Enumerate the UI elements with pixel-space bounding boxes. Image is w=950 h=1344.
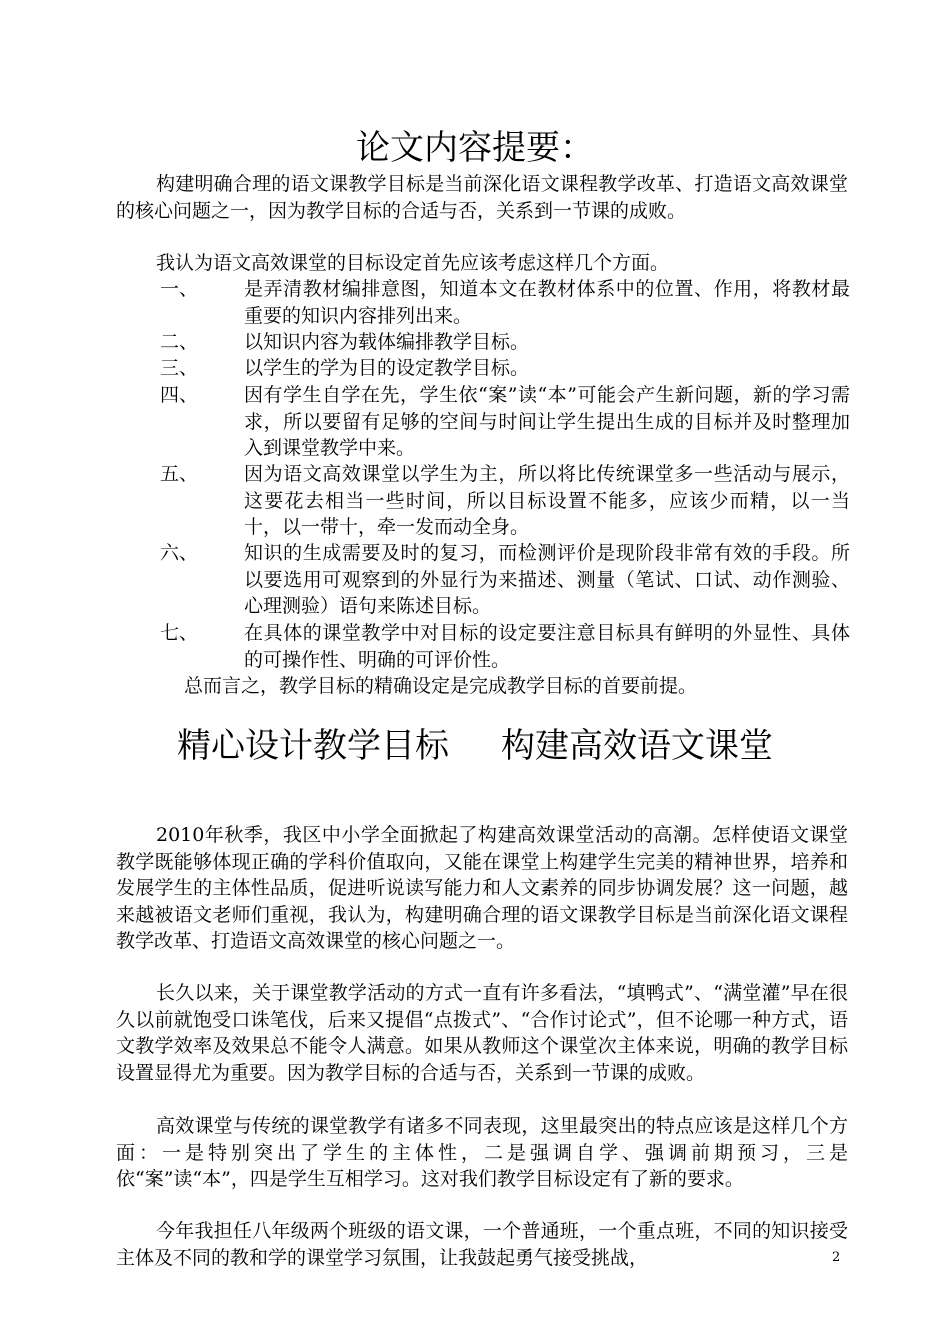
summary-title: 论文内容提要： <box>356 128 594 168</box>
item-text: 知识的生成需要及时的复习，而检测评价是现阶段非常有效的手段。所以要选用可观察到的外显行为来描述、测量（笔试、口试、动作测验、心理测验）语句来陈述目标。 <box>244 542 850 617</box>
item-text: 以知识内容为载体编排教学目标。 <box>244 331 530 353</box>
article-title-part2: 构建高效语文课堂 <box>501 726 773 766</box>
item-text: 因为语文高效课堂以学生为主，所以将比传统课堂多一些活动与展示，这要花去相当一些时间，所以目标设置不能多，应该少而精，以一当十，以一带十，牵一发而动全身。 <box>244 463 850 538</box>
article-title <box>0 726 950 766</box>
article-paragraph-4: 今年我担任八年级两个班级的语文课，一个普通班，一个重点班，不同的知识接受主体及不同的教和学的课堂学习氛围，让我鼓起勇气接受挑战， <box>116 1220 848 1269</box>
item-number: 六、 <box>160 542 199 564</box>
summary-lead: 我认为语文高效课堂的目标设定首先应该考虑这样几个方面。 <box>156 252 670 274</box>
summary-item-7 <box>160 620 850 673</box>
item-number: 二、 <box>160 331 199 353</box>
summary-item-3 <box>160 355 850 382</box>
summary-item-5 <box>160 461 850 541</box>
item-number: 三、 <box>160 357 199 379</box>
item-text: 是弄清教材编排意图，知道本文在教材体系中的位置、作用，将教材最重要的知识内容排列出来。 <box>244 278 850 327</box>
item-number: 七、 <box>160 622 199 644</box>
article-paragraph-2: 长久以来，关于课堂教学活动的方式一直有许多看法，“填鸭式”、“满堂灌”早在很久以前就饱受口诛笔伐，后来又提倡“点拨式”、“合作讨论式”，但不论哪一种方式，语文教学效率及效果总不能令人满意。如果从教师这个课堂次主体来说，明确的教学目标设置显得尤为重要。因为教学目标的合适与否，关系到一节课的成败。 <box>116 982 848 1084</box>
item-number: 五、 <box>160 463 199 485</box>
item-text: 以学生的学为目的设定教学目标。 <box>244 357 530 379</box>
article-paragraph-1: 2010年秋季，我区中小学全面掀起了构建高效课堂活动的高潮。怎样使语文课堂教学既能够体现正确的学科价值取向，又能在课堂上构建学生完美的精神世界，培养和发展学生的主体性品质，促进听说读写能力和人文素养的同步协调发展？这一问题，越来越被语文老师们重视，我认为，构建明确合理的语文课教学目标是当前深化语文课程教学改革、打造语文高效课堂的核心问题之一。 <box>116 824 848 952</box>
summary-item-2 <box>160 329 850 356</box>
article-title-part1: 精心设计教学目标 <box>177 726 449 766</box>
item-text: 因有学生自学在先，学生依“案”读“本”可能会产生新问题，新的学习需求，所以要留有足够的空间与时间让学生提出生成的目标并及时整理加入到课堂教学中来。 <box>244 384 850 459</box>
item-number: 四、 <box>160 384 199 406</box>
summary-item-6 <box>160 540 850 620</box>
summary-item-1 <box>160 276 850 329</box>
item-number: 一、 <box>160 278 199 300</box>
article-paragraph-3: 高效课堂与传统的课堂教学有诸多不同表现，这里最突出的特点应该是这样几个方面：一是特别突出了学生的主体性，二是强调自学、强调前期预习，三是依“案”读“本”，四是学生互相学习。这对我们教学目标设定有了新的要求。 <box>116 1115 848 1190</box>
summary-item-4 <box>160 382 850 462</box>
page-number: 2 <box>832 1250 841 1265</box>
summary-conclusion: 总而言之，教学目标的精确设定是完成教学目标的首要前提。 <box>184 675 698 697</box>
item-text: 在具体的课堂教学中对目标的设定要注意目标具有鲜明的外显性、具体的可操作性、明确的可评价性。 <box>244 622 850 671</box>
summary-intro: 构建明确合理的语文课教学目标是当前深化语文课程教学改革、打造语文高效课堂的核心问题之一，因为教学目标的合适与否，关系到一节课的成败。 <box>116 173 848 222</box>
